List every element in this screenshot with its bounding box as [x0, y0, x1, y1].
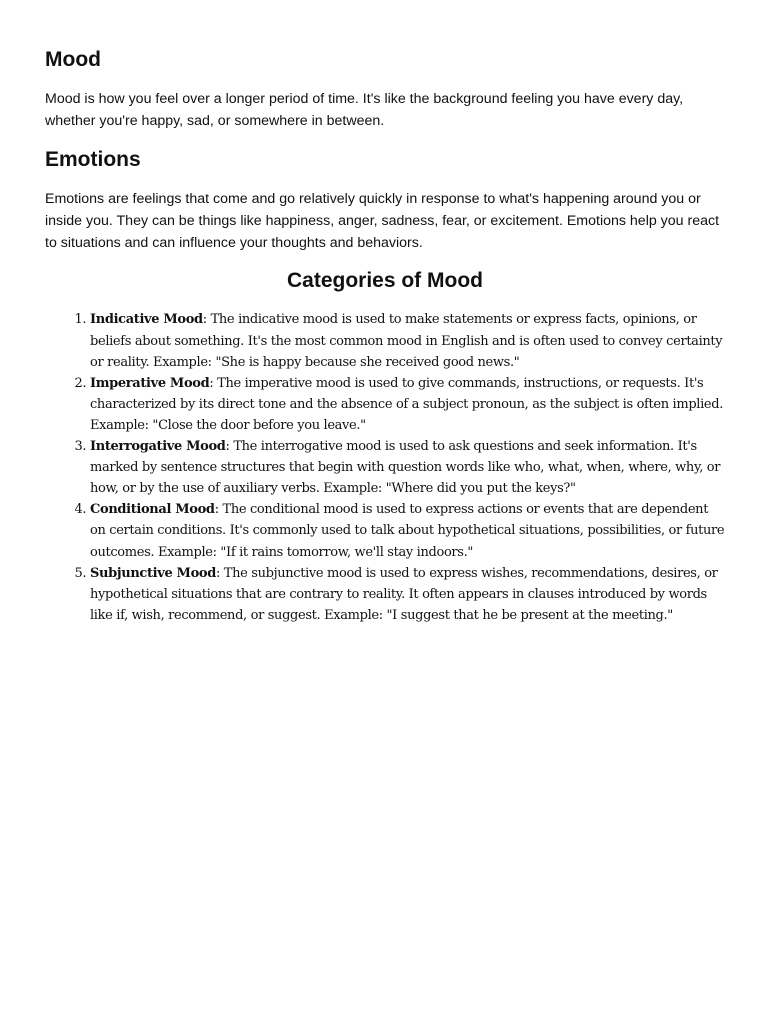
mood-heading: Mood: [45, 48, 101, 71]
mood-categories-list: [45, 309, 725, 625]
list-item-term: Imperative Mood: [90, 375, 210, 391]
list-item: [90, 373, 725, 436]
list-item-term: Conditional Mood: [90, 502, 215, 518]
list-item-term: Indicative Mood: [90, 312, 203, 328]
list-item: [90, 563, 725, 626]
list-item: [90, 436, 725, 499]
list-item-term: Subjunctive Mood: [90, 565, 216, 581]
mood-paragraph: Mood is how you feel over a longer period of time. It's like the background feeling you have every day, whether you're happy, sad, or somewhere in between.: [45, 91, 684, 130]
list-item-text: : The conditional mood is used to express actions or events that are dependent on certain conditions. It's commonly used to talk about hypothetical situations, possibilities, or future outcomes. Example: "If it rains tomorrow, we'll stay indoors.": [90, 502, 725, 560]
list-item-text: : The interrogative mood is used to ask questions and seek information. It's marked by sentence structures that begin with question words like who, what, when, where, why, or how, or by the use of auxiliary verbs. Example: "Where did you put the keys?": [90, 439, 721, 497]
emotions-paragraph: Emotions are feelings that come and go relatively quickly in response to what's happening around you or inside you. They can be things like happiness, anger, sadness, fear, or excitement. Emotions help you react to situations and can influence your thoughts and behaviors.: [45, 190, 720, 252]
categories-heading: Categories of Mood: [286, 269, 483, 293]
list-item: [90, 309, 725, 372]
document-page: [45, 46, 725, 626]
list-item-text: : The indicative mood is used to make statements or express facts, opinions, or beliefs about something. It's the most common mood in English and is often used to convey certainty or reality. Example: "She is happy because she received good news.": [90, 312, 723, 370]
list-item-text: : The imperative mood is used to give commands, instructions, or requests. It's characterized by its direct tone and the absence of a subject pronoun, as the subject is often implied. Example: "Close the door before you leave.": [90, 375, 724, 433]
emotions-heading: Emotions: [45, 147, 141, 171]
list-item-text: : The subjunctive mood is used to express wishes, recommendations, desires, or hypothetical situations that are contrary to reality. It often appears in clauses introduced by words like if, wish, recommend, or suggest. Example: "I suggest that he be present at the meeting.": [90, 565, 718, 623]
list-item-term: Interrogative Mood: [90, 439, 226, 455]
list-item: [90, 499, 725, 562]
